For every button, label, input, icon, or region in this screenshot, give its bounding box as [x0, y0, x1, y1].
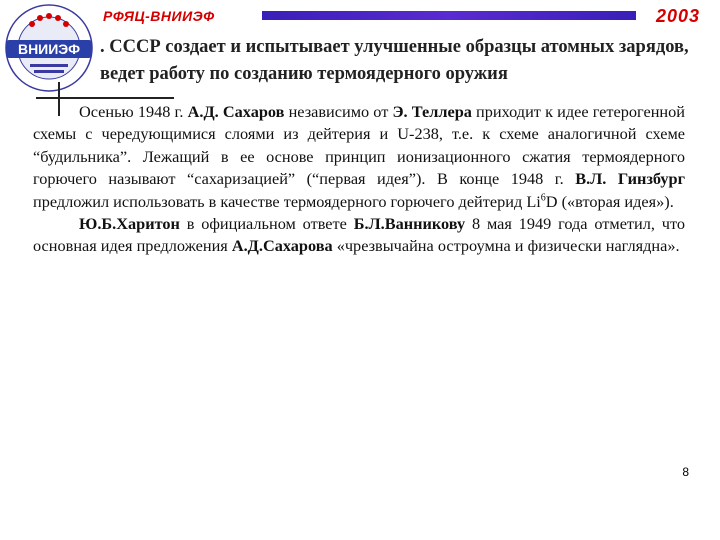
text-run: D («вторая идея»). — [545, 191, 674, 211]
text-run: независимо от — [284, 102, 393, 121]
slide-body — [33, 101, 685, 258]
name-khariton: Ю.Б.Харитон — [79, 214, 180, 234]
title-prefix: . — [100, 37, 110, 57]
page-number: 8 — [682, 465, 689, 479]
vniief-logo — [2, 2, 96, 94]
name-vannikov: Б.Л.Ванникову — [353, 214, 466, 234]
org-name: РФЯЦ-ВНИИЭФ — [103, 8, 215, 24]
text-run: приходит к идее гетерогенной схемы с чередующимися слоями из дейтерия и U-238, т.е. к схеме аналогичной схеме “будильника”. Лежащий в ее основе принцип ионизационного сжатия термоядерного горючего называют “сахаризацией” (“первая идея”). В конце 1948 г. — [33, 102, 685, 189]
name-ginzburg: В.Л. Гинзбург — [575, 169, 685, 189]
text-run: «чрезвычайна остроумна и физически наглядна». — [332, 236, 680, 256]
paragraph-1 — [33, 101, 685, 213]
text-run: предложил использовать в качестве термоядерного горючего дейтерид Li — [33, 191, 541, 211]
superscript-6: 6 — [540, 192, 546, 204]
title-text: СССР создает и испытывает улучшенные образцы атомных зарядов, ведет работу по созданию термоядерного оружия — [100, 37, 689, 84]
logo-text: ВНИИЭФ — [17, 41, 81, 57]
corner-mark-horizontal — [36, 97, 174, 99]
name-teller: Э. Теллера — [392, 102, 472, 121]
text-run: Осенью 1948 г. — [79, 102, 188, 121]
text-run: в официальном ответе — [179, 214, 354, 234]
name-sakharov-2: А.Д.Сахарова — [231, 236, 333, 256]
header-bar — [262, 11, 636, 20]
header-year: 2003 — [655, 6, 700, 26]
slide-title — [100, 34, 705, 88]
paragraph-2 — [33, 213, 685, 258]
name-sakharov: А.Д. Сахаров — [187, 102, 285, 121]
text-run: 8 мая 1949 года отметил, что основная идея предложения — [33, 214, 686, 256]
